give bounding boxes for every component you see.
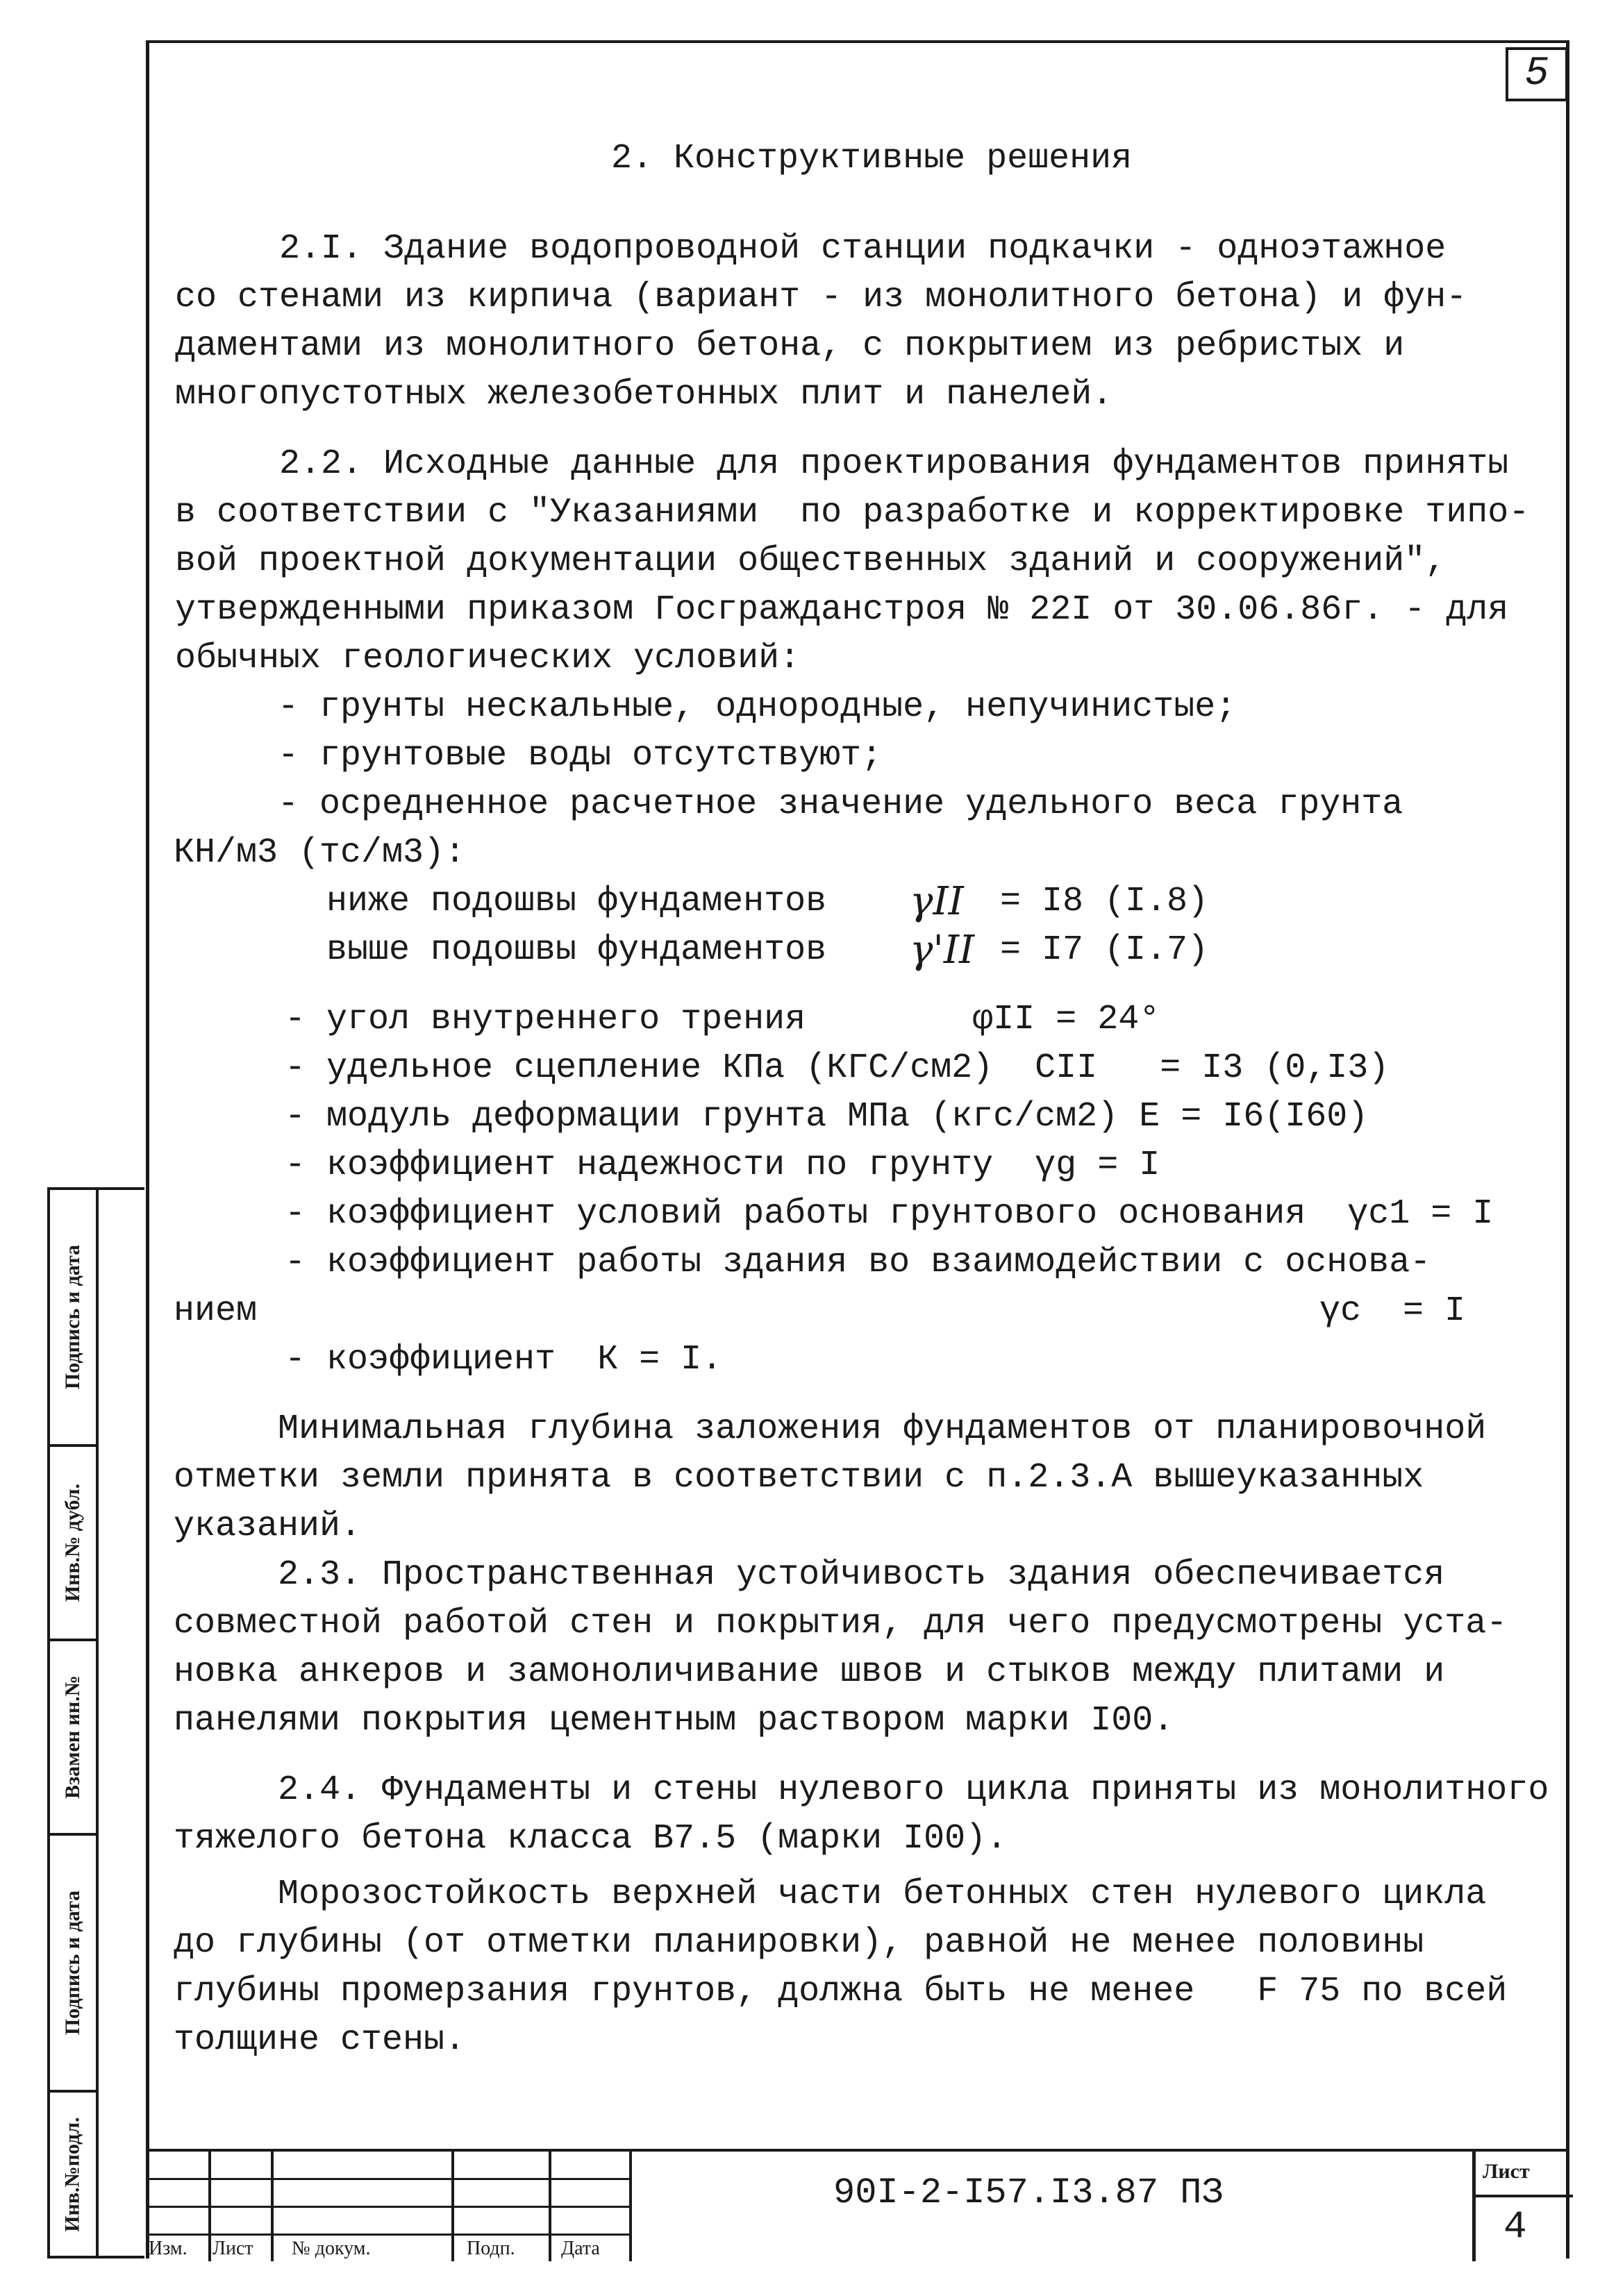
k-line: - коэффициент К = I. [285, 1340, 723, 1380]
param-value: = I7 (I.7) [1000, 930, 1209, 970]
body-line: панелями покрытия цементным раствором марки I00. [174, 1701, 1174, 1741]
body-line: утвержденными приказом Госгражданстроя № 22I от 30.06.86г. - для [175, 590, 1509, 630]
body-line: указаний. [174, 1507, 362, 1546]
revision-grid [146, 2152, 632, 2261]
body-line: до глубины (от отметки планировки), равной не менее половины [174, 1923, 1424, 1963]
sheet-box [1472, 2152, 1569, 2261]
header-date: Дата [561, 2238, 600, 2259]
list-line: - угол внутреннего трения φII = 24° [285, 1000, 1160, 1039]
document-code: 90I-2-I57.I3.87 ПЗ [833, 2172, 1224, 2213]
body-line: в соответствии с "Указаниями по разработке и корректировке типо- [175, 493, 1530, 533]
body-line: 2.3. Пространственная устойчивость здания обеспечивается [174, 1555, 1445, 1595]
body-line: 2.2. Исходные данные для проектирования фундаментов приняты [175, 444, 1509, 484]
continuation-word: нием [174, 1291, 258, 1331]
body-line: - грунты нескальные, однородные, непучинистые; [174, 687, 1237, 727]
body-line: Морозостойкость верхней части бетонных стен нулевого цикла [174, 1875, 1487, 1914]
section-heading: 2. Конструктивные решения [611, 139, 1133, 178]
body-line: отметки земли принята в соответствии с п.2.3.А вышеуказанных [174, 1458, 1424, 1498]
list-line: - модуль деформации грунта МПа (кгс/см2) Е = I6(I60) [285, 1097, 1369, 1137]
sheet-number: 4 [1503, 2204, 1527, 2249]
stamp-cell-signature-date: Подпись и дата [50, 1190, 99, 1447]
list-line: - удельное сцепление КПа (КГС/см2) СII = I3 (0,I3) [285, 1048, 1390, 1088]
stamp-cell-signature-date-2: Подпись и дата [50, 1836, 99, 2093]
body-line: толщине стены. [174, 2020, 466, 2060]
body-line: тяжелого бетона класса В7.5 (марки I00). [174, 1819, 1008, 1859]
body-line: Минимальная глубина заложения фундаментов от планировочной [174, 1409, 1487, 1449]
body-line: новка анкеров и замоноличивание швов и стыков между плитами и [174, 1652, 1445, 1692]
body-line: - осредненное расчетное значение удельного веса грунта [174, 785, 1403, 824]
param-symbol: γII [910, 879, 964, 924]
param-value: = I8 (I.8) [1000, 882, 1209, 921]
body-line: со стенами из кирпича (вариант - из монолитного бетона) и фун- [175, 278, 1467, 317]
stamp-cell-dup-inv: Инв.№ дубл. [50, 1447, 99, 1641]
list-line: - коэффициент работы здания во взаимодействии с основа- [285, 1243, 1431, 1282]
body-line: совместной работой стен и покрытия, для чего предусмотрены уста- [174, 1604, 1508, 1643]
margin-stamp [47, 1187, 144, 2259]
sheet-label: Лист [1483, 2160, 1530, 2183]
body-line: 2.4. Фундаменты и стены нулевого цикла приняты из монолитного [174, 1770, 1549, 1810]
body-line: многопустотных железобетонных плит и панелей. [175, 375, 1113, 414]
param-symbol: γ'II [910, 928, 975, 973]
body-line: 2.I. Здание водопроводной станции подкачки - одноэтажное [175, 229, 1447, 269]
param-label: ниже подошвы фундаментов [326, 882, 827, 921]
title-block [146, 2149, 1569, 2259]
sheet-corner-number: 5 [1506, 47, 1568, 101]
body-line: даментами из монолитного бетона, с покрытием из ребристых и [175, 326, 1405, 366]
body-line: вой проектной документации общественных зданий и сооружений", [175, 542, 1447, 581]
header-signature: Подп. [467, 2238, 515, 2259]
list-line: - коэффициент надежности по грунту γg = I [285, 1146, 1160, 1185]
gamma-c-line: γc = I [1319, 1291, 1466, 1331]
body-line: - грунтовые воды отсутствуют; [174, 736, 883, 776]
header-change: Изм. [149, 2238, 188, 2259]
header-sheet: Лист [212, 2238, 253, 2259]
body-line: обычных геологических условий: [175, 639, 801, 678]
header-doc-number: № докум. [292, 2238, 371, 2259]
body-line: глубины промерзания грунтов, должна быть не менее F 75 по всей [174, 1972, 1508, 2011]
list-line: - коэффициент условий работы грунтового основания γc1 = I [285, 1194, 1494, 1234]
body-line: КН/м3 (тс/м3): [174, 833, 466, 873]
param-label: выше подошвы фундаментов [326, 930, 827, 970]
stamp-cell-orig-inv: Инв.№подл. [50, 2093, 99, 2259]
stamp-cell-replaced-inv: Взамен ин.№ [50, 1641, 99, 1836]
